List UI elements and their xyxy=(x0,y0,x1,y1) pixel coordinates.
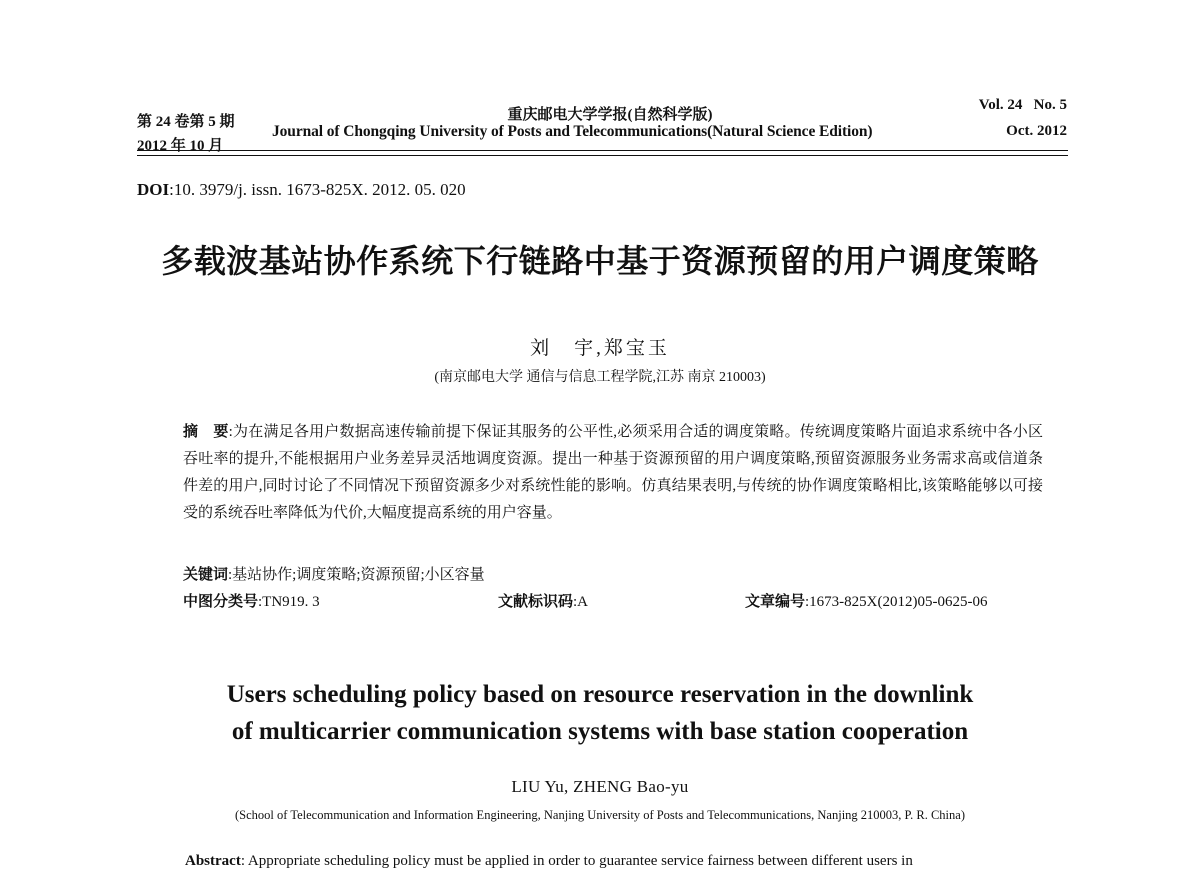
abstract-cn xyxy=(183,418,1043,527)
doi-line xyxy=(137,180,466,200)
document-code xyxy=(498,590,588,611)
volume-issue-cn: 第 24 卷第 5 期 xyxy=(137,114,235,130)
volume-issue-en: Vol. 24 No. 5 xyxy=(978,97,1067,113)
classification-number xyxy=(183,590,320,611)
header-rule-bottom xyxy=(137,155,1068,156)
document-code-label: 文献标识码 xyxy=(498,592,574,610)
abstract-cn-text: :为在满足各用户数据高速传输前提下保证其服务的公平性,必须采用合适的调度策略。传统调度策略片面追求系统中各小区吞吐率的提升,不能根据用户业务差异灵活地调度资源。提出一种基于资源预留的用户调度策略,预留资源服务业务需求高或信道条件差的用户,同时讨论了不同情况下预留资源多少对系统性能的影响。仿真结果表明,与传统的协作调度策略相比,该策略能够以可接受的系统吞吐率降低为代价,大幅度提高系统的用户容量。 xyxy=(183,424,1043,521)
doi-label: DOI xyxy=(137,180,170,199)
doi-value: :10. 3979/j. issn. 1673-825X. 2012. 05. 020 xyxy=(169,180,466,199)
classification-label: 中图分类号 xyxy=(183,592,259,610)
paper-title-en xyxy=(0,676,1200,750)
publication-date-en: Oct. 2012 xyxy=(1006,123,1067,139)
article-number-value: :1673-825X(2012)05-0625-06 xyxy=(805,594,988,610)
publication-date-cn: 2012 年 10 月 xyxy=(137,138,224,154)
keywords-cn-label: 关键词 xyxy=(183,565,229,583)
abstract-en xyxy=(185,853,1045,870)
keywords-cn-text: :基站协作;调度策略;资源预留;小区容量 xyxy=(228,567,485,583)
journal-name-en: Journal of Chongqing University of Posts and Telecommunications(Natural Science Edition) xyxy=(272,123,873,140)
abstract-en-text: : Appropriate scheduling policy must be applied in order to guarantee service fairness between different users in xyxy=(240,853,913,869)
journal-name-cn: 重庆邮电大学学报(自然科学版) xyxy=(507,107,713,123)
paper-title-en-line1: Users scheduling policy based on resource reservation in the downlink xyxy=(226,681,974,708)
header-rule-top xyxy=(137,150,1068,151)
keywords-cn xyxy=(183,563,485,584)
affiliation-cn: (南京邮电大学 通信与信息工程学院,江苏 南京 210003) xyxy=(434,370,766,385)
paper-title-cn: 多载波基站协作系统下行链路中基于资源预留的用户调度策略 xyxy=(161,242,1039,280)
authors-en: LIU Yu, ZHENG Bao-yu xyxy=(511,777,689,796)
article-number xyxy=(745,590,988,611)
abstract-en-label: Abstract xyxy=(185,853,241,869)
authors-cn: 刘 宇,郑宝玉 xyxy=(530,338,670,359)
document-code-value: :A xyxy=(573,594,589,610)
article-number-label: 文章编号 xyxy=(745,592,806,610)
paper-title-en-line2: of multicarrier communication systems with base station cooperation xyxy=(231,718,969,745)
classification-value: :TN919. 3 xyxy=(258,594,320,610)
affiliation-en: (School of Telecommunication and Information Engineering, Nanjing University of Posts and Telecommunications, Nanjing 210003, P. R. China) xyxy=(235,808,965,822)
abstract-cn-label: 摘 要 xyxy=(183,422,229,440)
